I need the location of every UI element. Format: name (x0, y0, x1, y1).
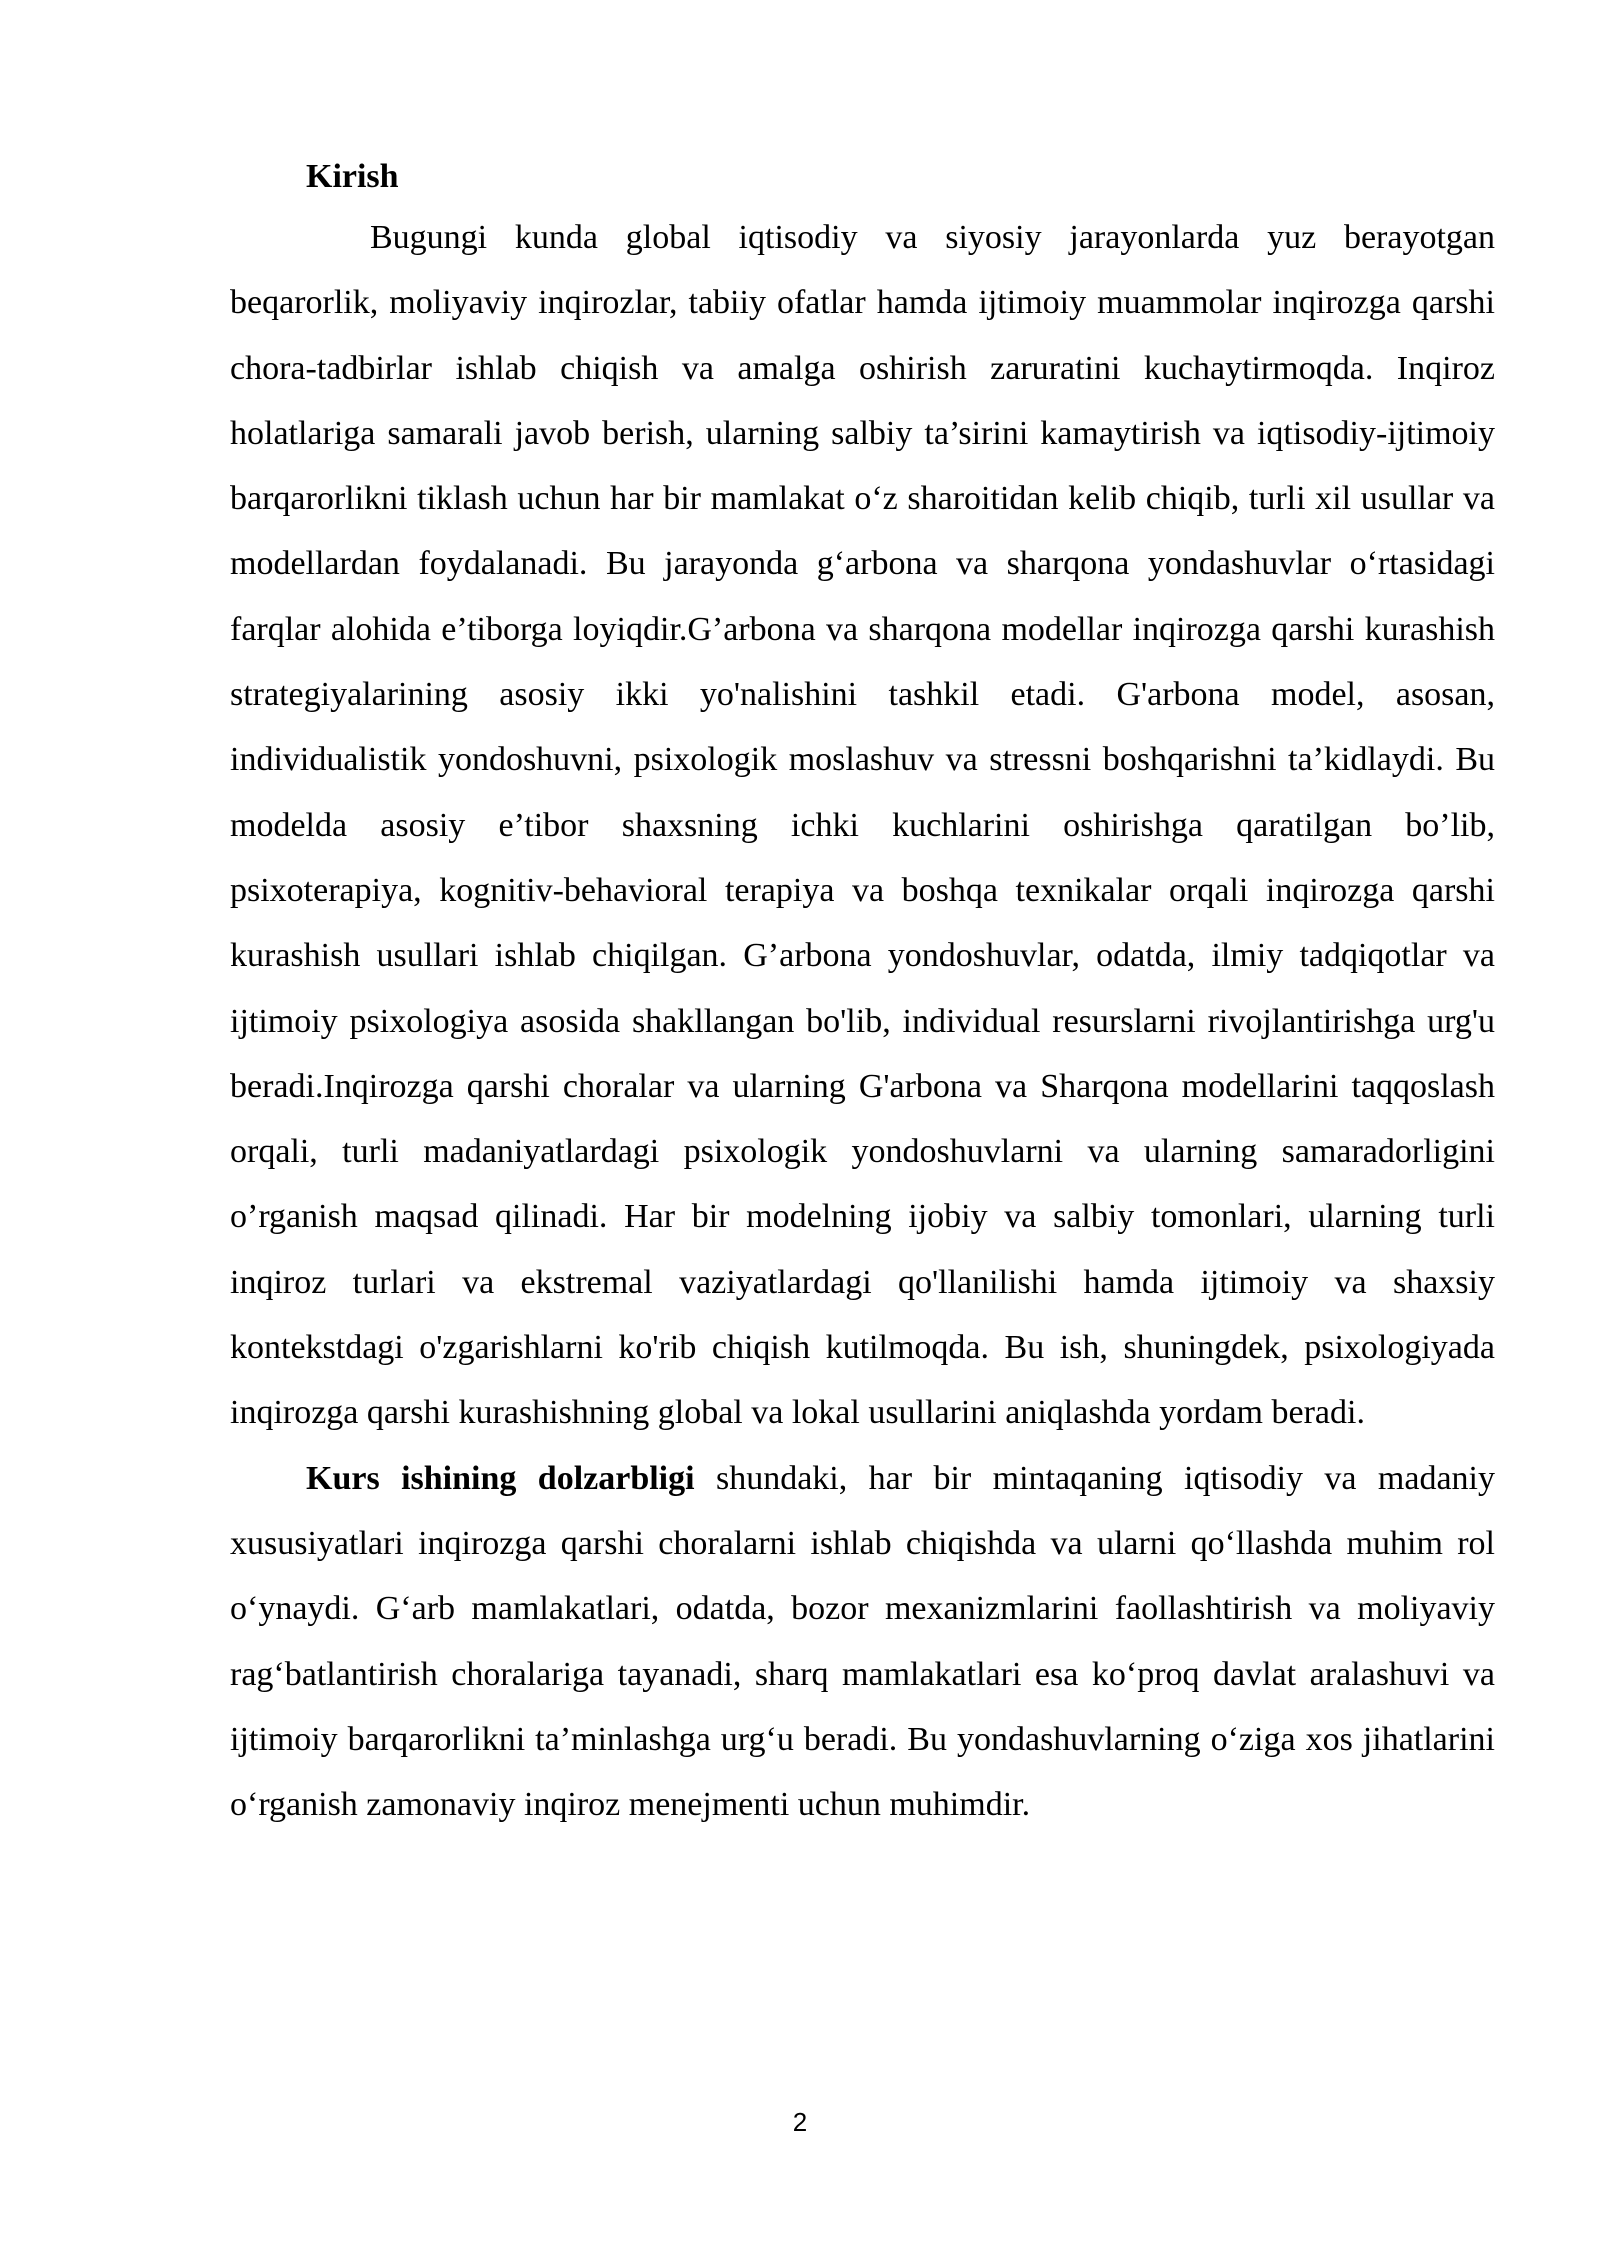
intro-paragraph: Bugungi kunda global iqtisodiy va siyosiy jarayonlarda yuz berayotgan beqarorlik, moliyaviy inqirozlar, tabiiy ofatlar hamda ijtimoiy muammolar inqirozga qarshi chora-tadbirlar ishlab chiqish va amalga oshirish zaruratini kuchaytirmoqda. Inqiroz holatlariga samarali javob berish, ularning salbiy ta’sirini kamaytirish va iqtisodiy-ijtimoiy barqarorlikni tiklash uchun har bir mamlakat o‘z sharoitidan kelib chiqib, turli xil usullar va modellardan foydalanadi. Bu jarayonda g‘arbona va sharqona yondashuvlar o‘rtasidagi farqlar alohida e’tiborga loyiqdir.G’arbona va sharqona modellar inqirozga qarshi kurashish strategiyalarining asosiy ikki yo'nalishini tashkil etadi. G'arbona model, asosan, individualistik yondoshuvni, psixologik moslashuv va stressni boshqarishni ta’kidlaydi. Bu modelda asosiy e’tibor shaxsning ichki kuchlarini oshirishga qaratilgan bo’lib, psixoterapiya, kognitiv-behavioral terapiya va boshqa texnikalar orqali inqirozga qarshi kurashish usullari ishlab chiqilgan. G’arbona yondoshuvlar, odatda, ilmiy tadqiqotlar va ijtimoiy psixologiya asosida shakllangan bo'lib, individual resurslarni rivojlantirishga urg'u beradi.Inqirozga qarshi choralar va ularning G'arbona va Sharqona modellarini taqqoslash orqali, turli madaniyatlardagi psixologik yondoshuvlarni va ularning samaradorligini o’rganish maqsad qilinadi. Har bir modelning ijobiy va salbiy tomonlari, ularning turli inqiroz turlari va ekstremal vaziyatlardagi qo'llanilishi hamda ijtimoiy va shaxsiy kontekstdagi o'zgarishlarni ko'rib chiqish kutilmoqda. Bu ish, shuningdek, psixologiyada inqirozga qarshi kurashishning global va lokal usullarini aniqlashda yordam beradi. (230, 219, 1495, 1432)
relevance-lead: Kurs ishining dolzarbligi (306, 1459, 695, 1497)
relevance-paragraph (230, 1446, 1495, 1838)
page-content (230, 148, 1495, 1837)
section-heading: Kirish (306, 158, 399, 195)
relevance-text: shundaki, har bir mintaqaning iqtisodiy va madaniy xususiyatlari inqirozga qarshi choralarni ishlab chiqishda va ularni qo‘llashda muhim rol o‘ynaydi. G‘arb mamlakatlari, odatda, bozor mexanizmlarini faollashtirish va moliyaviy rag‘batlantirish choralariga tayanadi, sharq mamlakatlari esa ko‘proq davlat aralashuvi va ijtimoiy barqarorlikni ta’minlashga urg‘u beradi. Bu yondashuvlarning o‘ziga xos jihatlarini o‘rganish zamonaviy inqiroz menejmenti uchun muhimdir. (230, 1459, 1495, 1824)
page-number: 2 (792, 2107, 808, 2137)
